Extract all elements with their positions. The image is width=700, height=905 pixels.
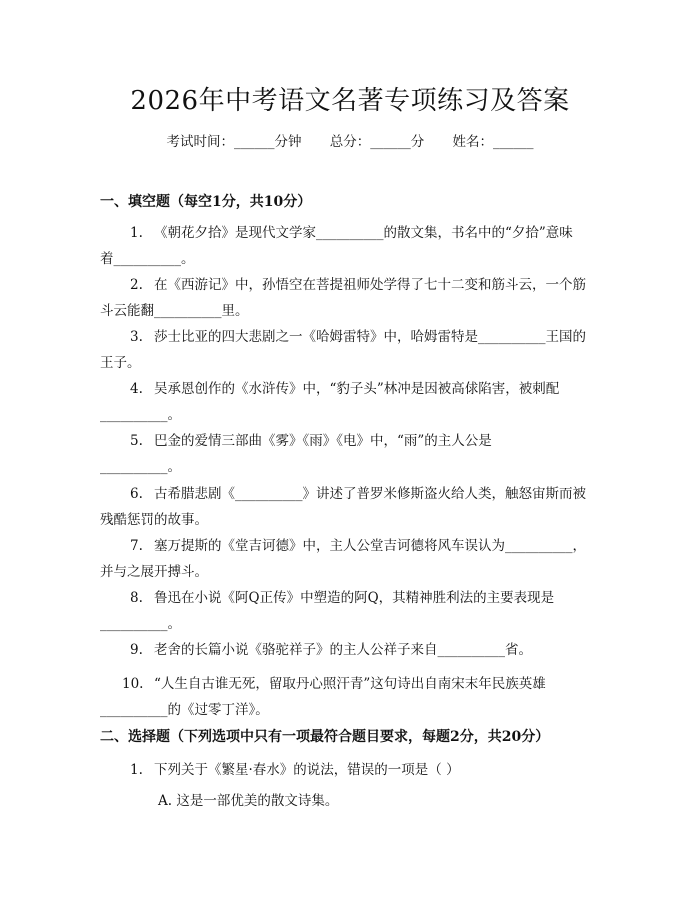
question-item [100, 533, 600, 585]
question-number: 2. [130, 277, 143, 293]
student-name-field: 姓名：______ [452, 134, 534, 150]
question-number: 4. [130, 381, 143, 397]
question-text: 古希腊悲剧《__________》讲述了普罗米修斯盗火给人类，触怒宙斯而被 [154, 486, 586, 502]
question-text: 莎士比亚的四大悲剧之一《哈姆雷特》中，哈姆雷特是__________王国的 [154, 329, 586, 345]
choice-option-a: A. 这是一部优美的散文诗集。 [158, 793, 339, 809]
question-item [100, 376, 600, 428]
question-text: “人生自古谁无死，留取丹心照汗青”这句诗出自南宋末年民族英雄 [154, 676, 546, 692]
question-number: 10. [122, 676, 144, 692]
document-title: 2026年中考语文名著专项练习及答案 [130, 86, 570, 116]
question-item [100, 220, 600, 272]
question-text: 鲁迅在小说《阿Q正传》中塑造的阿Q，其精神胜利法的主要表现是 [154, 590, 555, 606]
question-text: 下列关于《繁星·春水》的说法，错误的一项是（ ） [154, 762, 460, 778]
question-item [100, 671, 600, 723]
question-text: 巴金的爱情三部曲《雾》《雨》《电》中，“雨”的主人公是 [154, 433, 492, 449]
question-item [100, 585, 600, 637]
question-item [100, 637, 600, 663]
question-item [100, 428, 600, 480]
question-number: 5. [130, 433, 143, 449]
question-text: 在《西游记》中，孙悟空在菩提祖师处学得了七十二变和筋斗云，一个筋 [154, 277, 586, 293]
exam-info-row [0, 132, 700, 152]
question-text: 《朝花夕拾》是现代文学家__________的散文集，书名中的“夕拾”意味 [154, 225, 573, 241]
question-text: 老舍的长篇小说《骆驼祥子》的主人公祥子来自__________省。 [154, 642, 532, 658]
section-heading-multiple-choice: 二、选择题（下列选项中只有一项最符合题目要求，每题2分，共20分） [100, 729, 550, 745]
question-text: 吴承恩创作的《水浒传》中，“豹子头”林冲是因被高俅陷害，被刺配 [154, 381, 560, 397]
question-number: 6. [130, 486, 143, 502]
question-number: 1. [130, 762, 143, 778]
section-heading-fill-blank: 一、填空题（每空1分，共10分） [100, 194, 312, 210]
question-item [100, 272, 600, 324]
question-number: 3. [130, 329, 143, 345]
question-text-continued: 着__________。 [100, 251, 195, 267]
question-text-continued: 王子。 [100, 355, 141, 371]
total-score-field: 总分：______分 [329, 134, 425, 150]
question-item [100, 481, 600, 533]
question-text-continued: 斗云能翻__________里。 [100, 303, 249, 319]
question-number: 7. [130, 538, 143, 554]
question-number: 8. [130, 590, 143, 606]
question-text-continued: 残酷惩罚的故事。 [100, 512, 208, 528]
question-item [100, 757, 600, 783]
question-text-continued: __________。 [100, 407, 181, 423]
question-text-continued: __________的《过零丁洋》。 [100, 702, 269, 718]
question-item [100, 324, 600, 376]
question-text: 塞万提斯的《堂吉诃德》中，主人公堂吉诃德将风车误认为__________， [154, 538, 586, 554]
exam-time-field: 考试时间：______分钟 [166, 134, 302, 150]
question-text-continued: 并与之展开搏斗。 [100, 564, 208, 580]
question-number: 9. [130, 642, 143, 658]
question-number: 1. [130, 225, 143, 241]
question-text-continued: __________。 [100, 459, 181, 475]
question-text-continued: __________。 [100, 616, 181, 632]
